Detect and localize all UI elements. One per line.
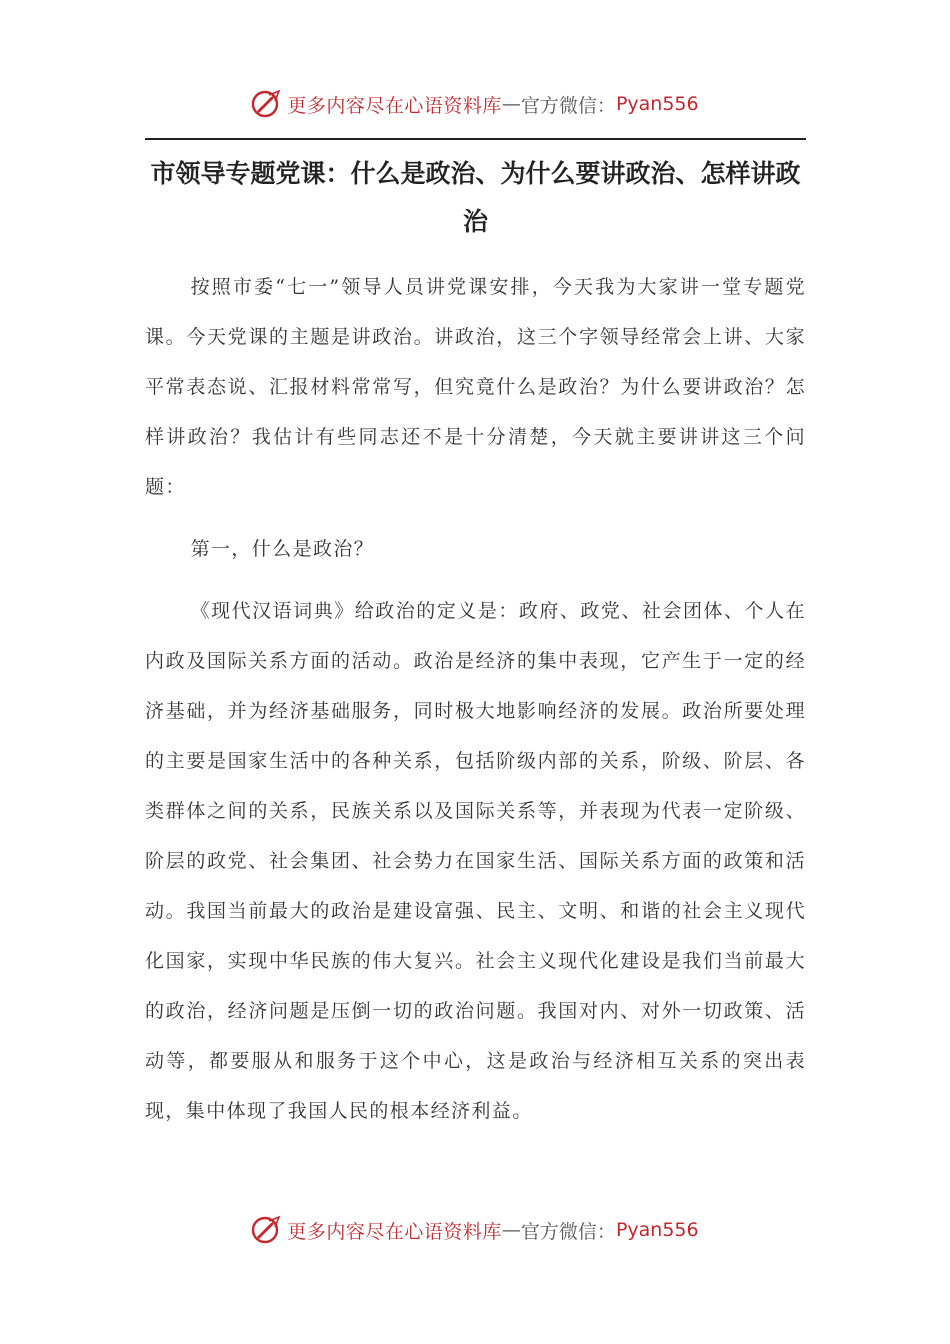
banner-slogan: 更多内容尽在心语资料库 [287,94,502,117]
banner-dash: — [501,93,521,115]
banner-dash: — [501,1219,521,1241]
quill-logo-icon [251,89,281,119]
body-paragraph: 《现代汉语词典》给政治的定义是：政府、政党、社会团体、个人在内政及国际关系方面的活动。政治是经济的集中表现，它产生于一定的经济基础，并为经济基础服务，同时极大地影响经济的发展。政治所要处理的主要是国家生活中的各种关系，包括阶级内部的关系，阶级、阶层、各类群体之间的关系，民族关系以及国际关系等，并表现为代表一定阶级、阶层的政党、社会集团、社会势力在国家生活、国际关系方面的政策和活动。我国当前最大的政治是建设富强、民主、文明、和谐的社会主义现代化国家，实现中华民族的伟大复兴。社会主义现代化建设是我们当前最大的政治，经济问题是压倒一切的政治问题。我国对内、对外一切政策、活动等，都要服从和服务于这个中心，这是政治与经济相互关系的突出表现，集中体现了我国人民的根本经济利益。 [145,600,806,1122]
intro-paragraph: 按照市委“七一”领导人员讲党课安排，今天我为大家讲一堂专题党课。今天党课的主题是讲政治。讲政治，这三个字领导经常会上讲、大家平常表态说、汇报材料常常写，但究竟什么是政治？为什么要讲政治？怎样讲政治？我估计有些同志还不是十分清楚，今天就主要讲讲这三个问题： [145,276,806,498]
banner-handle: Pyan556 [615,1219,699,1241]
header-divider [145,138,806,140]
banner-slogan: 更多内容尽在心语资料库 [287,1220,502,1243]
footer-banner [0,1210,950,1250]
header-banner [0,84,950,124]
document-title: 市领导专题党课：什么是政治、为什么要讲政治、怎样讲政治 [150,159,801,236]
banner-handle: Pyan556 [615,93,699,115]
section-heading-1: 第一，什么是政治？ [190,538,375,560]
banner-contact-label: 官方微信： [520,94,616,117]
banner-contact-label: 官方微信： [520,1220,616,1243]
document-body [145,262,806,1136]
quill-logo-icon [251,1215,281,1245]
